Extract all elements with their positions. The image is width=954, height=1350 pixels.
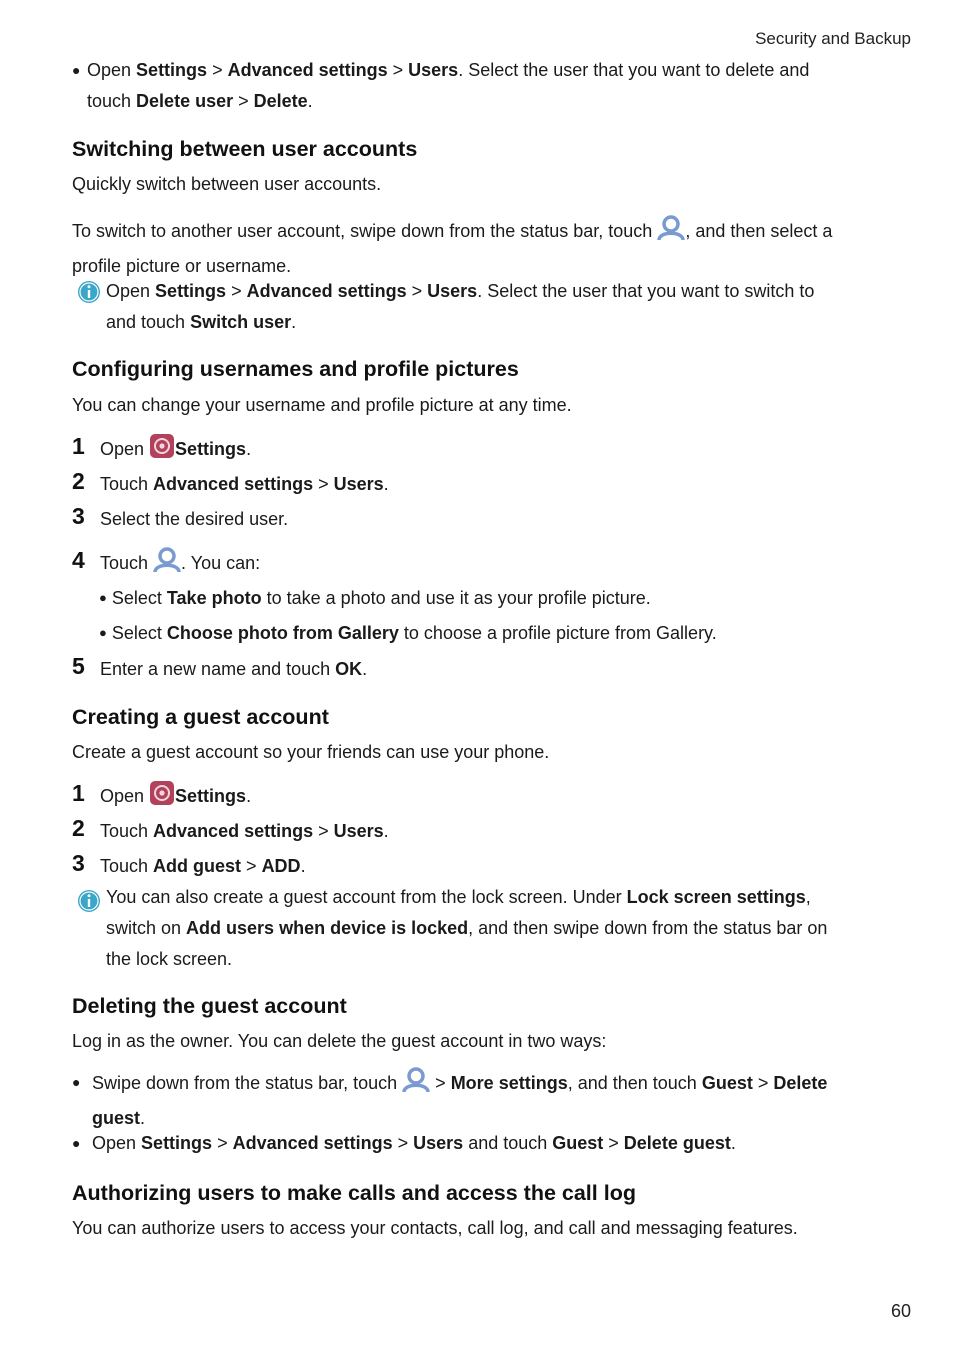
text-run: switch on [106,918,187,938]
text-run: > [387,60,409,80]
text-run: > [313,474,334,494]
text-run: Select [111,588,167,608]
section-heading: Configuring usernames and profile pictures [72,357,519,381]
text-run: . [307,91,313,111]
text-run: > [430,1073,451,1093]
section-heading: Creating a guest account [72,705,329,729]
bold-term: Guest [552,1133,604,1153]
text-run: > [313,821,334,841]
section-heading: Deleting the guest account [72,994,347,1018]
text-run: the lock screen. [106,949,233,969]
text-run: Touch [100,474,154,494]
step-number: 3 [72,503,85,529]
text-run: . [291,312,297,332]
running-header: Security and Backup [755,29,911,48]
text-run: > [752,1073,774,1093]
step-number: 4 [72,547,85,573]
text-run: and touch [463,1133,553,1153]
step-text [100,780,251,816]
bullet-dot: ● [72,1074,81,1090]
text-run: Enter a new name and touch [100,659,336,679]
text-run: Touch [100,856,154,876]
step-item [72,547,892,579]
step-text [100,433,251,469]
text-run: . [300,856,306,876]
text-run: . [383,821,389,841]
text-run: > [226,281,247,301]
text-run: touch [87,91,137,111]
bold-term: More settings [450,1073,568,1093]
settings-app-icon [149,433,175,469]
step-number: 2 [72,468,85,494]
text-run: , [805,887,811,907]
bold-term: Lock screen settings [626,887,806,907]
text-run: Touch [100,821,154,841]
text-run: . Select the user that you want to delete and [458,60,810,80]
bold-term: Delete [253,91,308,111]
paragraph [72,215,892,282]
text-run: Swipe down from the status bar, touch [92,1073,403,1093]
step-number: 1 [72,780,85,806]
step-item [72,433,892,465]
text-run: , and then select a [685,221,833,241]
bold-term: Advanced settings [227,60,388,80]
bold-term: Users [408,60,459,80]
step-number: 5 [72,653,85,679]
text-run: Open [106,281,156,301]
section-heading: Switching between user accounts [72,137,418,161]
text-run: . [246,439,252,459]
bold-term: Settings [175,786,247,806]
bullet-text [92,1128,892,1159]
step-item [72,468,892,500]
bold-term: Users [427,281,478,301]
text-run: . [383,474,389,494]
bold-term: Settings [155,281,227,301]
step-item [72,503,892,535]
step-item [72,815,892,847]
bullet-dot: ● [72,62,81,78]
step-text [100,653,367,685]
sub-bullet [99,617,717,649]
section-heading: Authorizing users to make calls and access the call log [72,1181,636,1205]
bold-term: Delete user [136,91,234,111]
bold-term: Advanced settings [153,474,314,494]
bold-term: Settings [136,60,208,80]
section-description: You can authorize users to access your contacts, call log, and call and messaging features. [72,1218,798,1238]
text-run: Open [100,439,150,459]
text-run: to choose a profile picture from Gallery. [398,623,717,643]
text-run: Open [87,60,137,80]
text-run: . [246,786,252,806]
text-run: To switch to another user account, swipe down from the status bar, touch [72,221,658,241]
bold-term: guest [92,1108,141,1128]
bold-term: Users [333,474,384,494]
note-text [106,276,896,338]
section-description: Quickly switch between user accounts. [72,174,382,194]
bold-term: Advanced settings [246,281,407,301]
bold-term: Add users when device is locked [186,918,469,938]
bold-term: Switch user [190,312,292,332]
settings-app-icon [149,780,175,816]
bullet-dot: ● [99,625,107,640]
bold-term: Users [333,821,384,841]
text-run: Select [111,623,167,643]
bold-term: Add guest [153,856,242,876]
text-run: Open [100,786,150,806]
section-description: Log in as the owner. You can delete the guest account in two ways: [72,1031,607,1051]
bullet-text [92,1067,892,1134]
note-text [106,882,896,975]
bold-term: Settings [175,439,247,459]
bold-term: Advanced settings [232,1133,393,1153]
bold-term: Settings [141,1133,213,1153]
user-avatar-icon [402,1067,430,1103]
info-icon [77,280,101,314]
bold-term: OK [335,659,363,679]
text-run: . Select the user that you want to switch to [477,281,815,301]
bold-term: Take photo [166,588,262,608]
page-number: 60 [890,1301,911,1321]
section-description: You can change your username and profile picture at any time. [72,395,572,415]
user-avatar-icon [657,215,685,251]
step-number: 3 [72,850,85,876]
bullet-dot: ● [99,590,107,605]
text-run: . [140,1108,146,1128]
text-run: > [392,1133,414,1153]
step-text [100,547,260,583]
text-run: > [603,1133,624,1153]
text-run: You can also create a guest account from the lock screen. Under [106,887,627,907]
text-run: Touch [100,553,154,573]
text-run: to take a photo and use it as your profile picture. [261,588,651,608]
text-run: > [241,856,262,876]
text-run: . [730,1133,736,1153]
step-item [72,780,892,812]
bold-term: Choose photo from Gallery [166,623,399,643]
bullet-dot: ● [72,1135,81,1151]
bold-term: ADD [261,856,301,876]
text-run: . You can: [181,553,261,573]
user-avatar-icon [153,547,181,583]
bullet-text [87,55,887,117]
step-text [100,815,389,847]
text-run: > [233,91,254,111]
bold-term: Advanced settings [153,821,314,841]
step-number: 2 [72,815,85,841]
bold-term: Users [413,1133,464,1153]
bold-term: Delete guest [623,1133,731,1153]
text-run: , and then touch [567,1073,702,1093]
step-item [72,850,892,882]
step-item [72,653,892,685]
step-number: 1 [72,433,85,459]
text-run: > [207,60,228,80]
sub-bullet [99,582,651,614]
step-text [100,468,389,500]
text-run: profile picture or username. [72,256,292,276]
bold-term: Delete [773,1073,828,1093]
bold-term: Guest [701,1073,753,1093]
info-icon [77,889,101,923]
step-text [100,850,306,882]
text-run: , and then swipe down from the status bar on [468,918,828,938]
text-run: > [406,281,428,301]
step-text: Select the desired user. [100,509,289,529]
section-description: Create a guest account so your friends can use your phone. [72,742,550,762]
text-run: > [212,1133,233,1153]
text-run: Open [92,1133,142,1153]
text-run: and touch [106,312,191,332]
text-run: . [362,659,368,679]
